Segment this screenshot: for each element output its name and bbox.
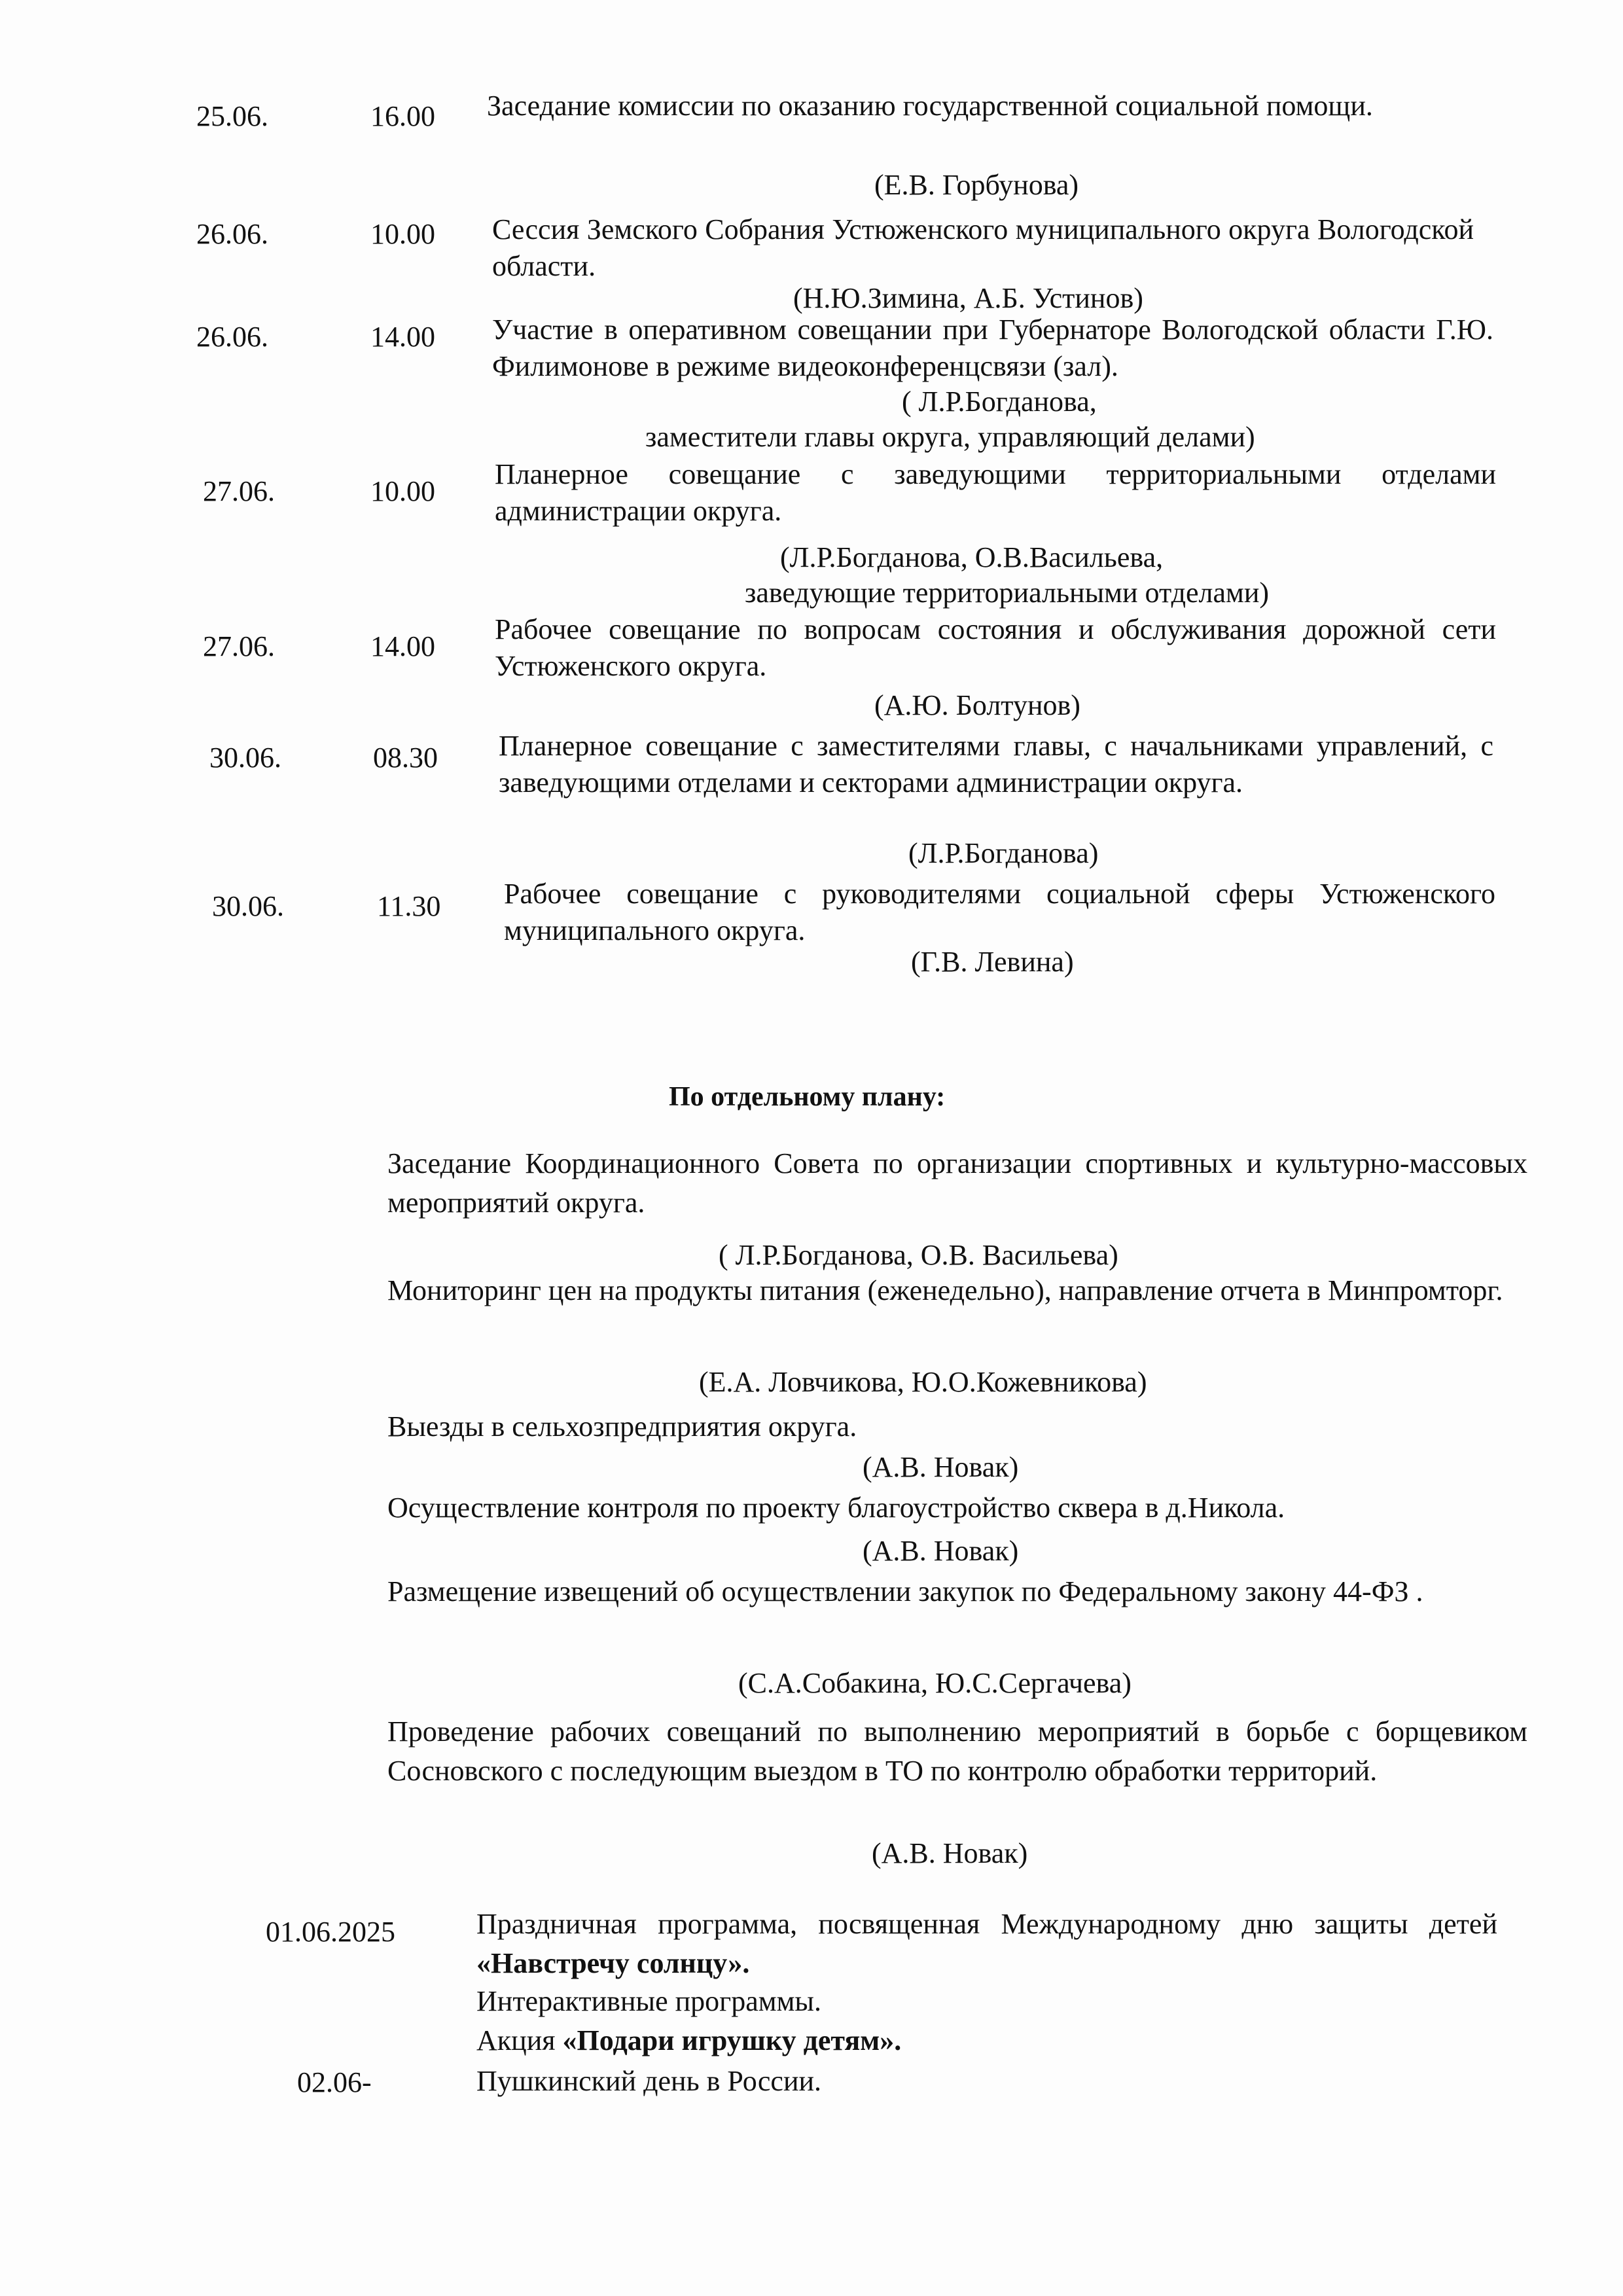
- entry-responsible: ( Л.Р.Богданова,: [902, 386, 1097, 418]
- entry-description: Планерное совещание с заместителями главы, с начальниками управлений, с заведующими отделами и секторами администрации округа.: [499, 730, 1493, 798]
- event-subline: Интерактивные программы.: [476, 1985, 821, 2017]
- plan-item-text: Осуществление контроля по проекту благоустройство сквера в д.Никола.: [387, 1492, 1285, 1524]
- plan-item-text: Проведение рабочих совещаний по выполнению мероприятий в борьбе с борщевиком Сосновского с последующим выездом в ТО по контролю обработки территорий.: [387, 1715, 1527, 1787]
- entry-description: Сессия Земского Собрания Устюженского муниципального округа Вологодской области.: [492, 213, 1474, 282]
- plan-item-responsible: (А.В. Новак): [872, 1837, 1028, 1869]
- entry-description: Заседание комиссии по оказанию государственной социальной помощи.: [487, 90, 1373, 122]
- event-description: Пушкинский день в России.: [476, 2065, 822, 2097]
- entry-date: 26.06.: [196, 218, 268, 250]
- plan-item-text: Размещение извещений об осуществлении закупок по Федеральному закону 44-ФЗ .: [387, 1575, 1423, 1607]
- entry-time: 14.00: [370, 321, 435, 353]
- entry-date: 27.06.: [203, 630, 275, 662]
- entry-responsible: заместители главы округа, управляющий делами): [645, 421, 1255, 453]
- event-title-bold: «Навстречу солнцу».: [476, 1947, 750, 1979]
- entry-description: Рабочее совещание по вопросам состояния и обслуживания дорожной сети Устюженского округа.: [495, 613, 1496, 682]
- plan-item-responsible: (Е.А. Ловчикова, Ю.О.Кожевникова): [699, 1366, 1147, 1398]
- event-title: Праздничная программа, посвященная Международному дню защиты детей: [476, 1908, 1497, 1940]
- entry-responsible: (Л.Р.Богданова, О.В.Васильева,: [780, 541, 1164, 573]
- event-description: [476, 1905, 1497, 1983]
- event-action-title: «Подари игрушку детям».: [562, 2024, 902, 2056]
- plan-item-responsible: ( Л.Р.Богданова, О.В. Васильева): [719, 1239, 1118, 1271]
- event-action-label: Акция: [476, 2024, 556, 2056]
- section-heading: По отдельному плану:: [669, 1082, 946, 1112]
- entry-time: 08.30: [373, 742, 438, 774]
- entry-description: Планерное совещание с заведующими территориальными отделами администрации округа.: [495, 458, 1496, 527]
- entry-responsible: (Е.В. Горбунова): [874, 169, 1079, 201]
- plan-item-responsible: (С.А.Собакина, Ю.С.Сергачева): [738, 1667, 1132, 1699]
- entry-responsible: (Л.Р.Богданова): [908, 837, 1099, 869]
- plan-item-text: Выезды в сельхозпредприятия округа.: [387, 1410, 857, 1443]
- event-date: 02.06-: [297, 2066, 372, 2098]
- plan-item-responsible: (А.В. Новак): [863, 1535, 1019, 1567]
- entry-date: 30.06.: [212, 890, 284, 922]
- entry-time: 14.00: [370, 630, 435, 662]
- plan-item-responsible: (А.В. Новак): [863, 1451, 1019, 1483]
- entry-date: 30.06.: [209, 742, 281, 774]
- entry-responsible: (Г.В. Левина): [911, 946, 1074, 978]
- entry-date: 26.06.: [196, 321, 268, 353]
- entry-description: Рабочее совещание с руководителями социальной сферы Устюженского муниципального округа.: [504, 878, 1495, 946]
- event-date: 01.06.2025: [266, 1916, 395, 1948]
- entry-date: 27.06.: [203, 475, 275, 507]
- entry-time: 10.00: [370, 475, 435, 507]
- entry-description: Участие в оперативном совещании при Губернаторе Вологодской области Г.Ю. Филимонове в режиме видеоконференцсвязи (зал).: [492, 314, 1493, 382]
- event-subline: [476, 2022, 1497, 2059]
- entry-time: 11.30: [377, 890, 441, 922]
- plan-item-text: Мониторинг цен на продукты питания (еженедельно), направление отчета в Минпромторг.: [387, 1274, 1503, 1306]
- entry-time: 16.00: [370, 100, 435, 132]
- entry-date: 25.06.: [196, 100, 268, 132]
- entry-responsible: заведующие территориальными отделами): [745, 577, 1270, 609]
- entry-time: 10.00: [370, 218, 435, 250]
- plan-item-text: Заседание Координационного Совета по организации спортивных и культурно-массовых мероприятий округа.: [387, 1147, 1527, 1219]
- entry-responsible: (Н.Ю.Зимина, А.Б. Устинов): [793, 282, 1143, 314]
- entry-responsible: (А.Ю. Болтунов): [874, 689, 1080, 721]
